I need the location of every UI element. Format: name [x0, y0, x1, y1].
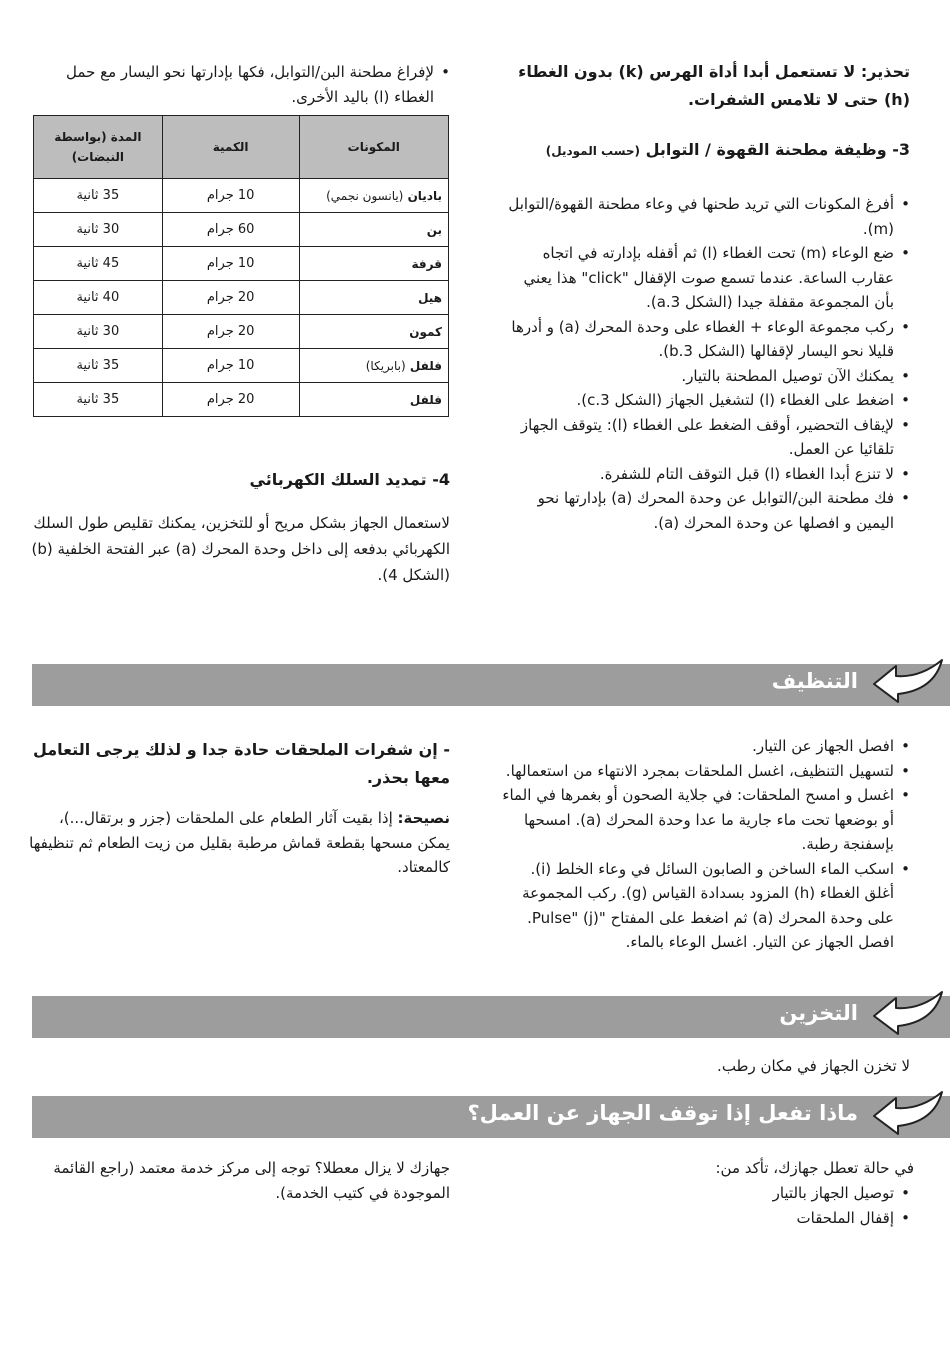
- cell-quantity: 10 جرام: [162, 247, 299, 281]
- ingredient-name: هيل: [418, 290, 442, 305]
- troubleshoot-banner-title: ماذا تفعل إذا توقف الجهاز عن العمل؟: [467, 1101, 858, 1125]
- cell-ingredient: [299, 383, 448, 417]
- cell-quantity: 20 جرام: [162, 315, 299, 349]
- ingredient-sub: (بابريكا): [365, 358, 406, 373]
- ingredients-table-wrap: [33, 115, 449, 417]
- section4-title: 4- تمديد السلك الكهربائي: [249, 470, 450, 489]
- cell-ingredient: [299, 179, 448, 213]
- list-item: • اضغط على الغطاء (l) لتشغيل الجهاز (الشكل 3.c).: [500, 388, 910, 413]
- cell-ingredient: [299, 281, 448, 315]
- cell-quantity: 20 جرام: [162, 281, 299, 315]
- list-item: • افصل الجهاز عن التيار.: [500, 734, 910, 759]
- list-item: • توصيل الجهاز بالتيار: [500, 1181, 910, 1206]
- cell-ingredient: [299, 213, 448, 247]
- section3-title: 3- وظيفة مطحنة القهوة / التوابل: [645, 140, 910, 159]
- ingredient-name: بن: [426, 222, 442, 237]
- list-item: • يمكنك الآن توصيل المطحنة بالتيار.: [500, 364, 910, 389]
- list-item: • إقفال الملحقات: [500, 1206, 910, 1231]
- table-row: [34, 315, 449, 349]
- table-row: [34, 383, 449, 417]
- cell-duration: 40 ثانية: [34, 281, 163, 315]
- list-item: • لا تنزع أبدا الغطاء (l) قبل التوقف التام للشفرة.: [500, 462, 910, 487]
- ingredient-name: قرفة: [411, 256, 442, 271]
- warning-text: لا تستعمل أبدا أداة الهرس (k) بدون الغطاء (h) حتى لا تلامس الشفرات.: [518, 62, 910, 109]
- ingredient-name: كمون: [409, 324, 442, 339]
- list-item: • اغسل و امسح الملحقات: في جلاية الصحون أو بغمرها في الماء أو بوضعها تحت ماء جارية ما عدا وحدة المحرك (a). امسحها بإسفنجة رطبة.: [500, 783, 910, 857]
- curved-arrow-icon: [868, 988, 948, 1038]
- ingredient-name: فلفل: [409, 358, 442, 373]
- ingredient-name: فلفل: [409, 392, 442, 407]
- cell-quantity: 10 جرام: [162, 179, 299, 213]
- cleaning-list: [500, 734, 910, 955]
- list-item: • أفرغ المكونات التي تريد طحنها في وعاء مطحنة القهوة/التوابل (m).: [500, 192, 910, 241]
- list-item: • لإفراغ مطحنة البن/التوابل، فكها بإدارتها نحو اليسار مع حمل الغطاء (l) باليد الأخرى.: [25, 60, 450, 109]
- cell-quantity: 60 جرام: [162, 213, 299, 247]
- header-duration: المدة (بواسطة النبضات): [34, 116, 163, 179]
- tip-text: إذا بقيت آثار الطعام على الملحقات (جزر و برتقال...)، يمكن مسحها بقطعة قماش مرطبة بقليل من زيت الطعام ثم تنظيفها كالمعتاد.: [29, 809, 450, 876]
- cell-quantity: 20 جرام: [162, 383, 299, 417]
- cell-duration: 35 ثانية: [34, 349, 163, 383]
- section3-list: [500, 192, 910, 535]
- cell-duration: 45 ثانية: [34, 247, 163, 281]
- table-row: [34, 349, 449, 383]
- list-item: • لإيقاف التحضير، أوقف الضغط على الغطاء (l): يتوقف الجهاز تلقائيا عن العمل.: [500, 413, 910, 462]
- ingredient-sub: (يانسون نجمي): [326, 188, 404, 203]
- list-item: • فك مطحنة البن/التوابل عن وحدة المحرك (a) بإدارتها نحو اليمين و افصلها عن وحدة المحرك (a).: [500, 486, 910, 535]
- section3-heading: [500, 140, 910, 159]
- table-row: [34, 179, 449, 213]
- curved-arrow-icon: [868, 1088, 948, 1138]
- cell-duration: 30 ثانية: [34, 315, 163, 349]
- section3-note: (حسب الموديل): [545, 144, 641, 158]
- cleaning-tip: [25, 806, 450, 880]
- list-item: • اسكب الماء الساخن و الصابون السائل في وعاء الخلط (i). أغلق الغطاء (h) المزود بسدادة القياس (g). ركب المجموعة على وحدة المحرك (a) ثم اضغط على المفتاح "Pulse" (j). افصل الجهاز عن التيار. اغسل الوعاء بالماء.: [500, 857, 910, 955]
- cell-ingredient: [299, 349, 448, 383]
- section4-text: لاستعمال الجهاز بشكل مريح أو للتخزين، يمكنك تقليص طول السلك الكهربائي بدفعه إلى داخل وحدة المحرك (a) عبر الفتحة الخلفية (b) (الشكل 4).: [31, 514, 450, 584]
- table-row: [34, 281, 449, 315]
- warning-paragraph: [500, 58, 910, 114]
- troubleshoot-list: [500, 1181, 910, 1230]
- cell-quantity: 10 جرام: [162, 349, 299, 383]
- list-item: • ركب مجموعة الوعاء + الغطاء على وحدة المحرك (a) و أدرها قليلا نحو اليسار لإقفالها (الشكل 3.b).: [500, 315, 910, 364]
- cleaning-banner-title: التنظيف: [771, 669, 858, 693]
- troubleshoot-banner: [32, 1096, 950, 1138]
- ingredients-table: [33, 115, 449, 417]
- table-row: [34, 213, 449, 247]
- cell-duration: 35 ثانية: [34, 383, 163, 417]
- cell-duration: 35 ثانية: [34, 179, 163, 213]
- table-header-row: [34, 116, 449, 179]
- troubleshoot-intro: في حالة تعطل جهازك، تأكد من:: [715, 1159, 914, 1177]
- cell-ingredient: [299, 315, 448, 349]
- list-item: • لتسهيل التنظيف، اغسل الملحقات بمجرد الانتهاء من استعمالها.: [500, 759, 910, 784]
- ingredient-name: باديان: [407, 188, 442, 203]
- cleaning-banner: [32, 664, 950, 706]
- list-item: • ضع الوعاء (m) تحت الغطاء (l) ثم أقفله بإدارته في اتجاه عقارب الساعة. عندما تسمع صوت الإقفال "click" هذا يعني بأن المجموعة مقفلة جيدا (الشكل 3.a).: [500, 241, 910, 315]
- warning-label: تحذير:: [860, 62, 910, 81]
- blades-warning: - إن شفرات الملحقات حادة جدا و لذلك يرجى التعامل معها بحذر.: [32, 740, 450, 787]
- cell-duration: 30 ثانية: [34, 213, 163, 247]
- header-ingredients: المكونات: [299, 116, 448, 179]
- storage-banner: [32, 996, 950, 1038]
- troubleshoot-left-text: جهازك لا يزال معطلا؟ توجه إلى مركز خدمة معتمد (راجع القائمة الموجودة في كتيب الخدمة).: [53, 1159, 450, 1202]
- storage-banner-title: التخزين: [779, 1001, 858, 1025]
- cell-ingredient: [299, 247, 448, 281]
- table-row: [34, 247, 449, 281]
- curved-arrow-icon: [868, 656, 948, 706]
- left-top-list: [25, 60, 450, 109]
- storage-text: لا تخزن الجهاز في مكان رطب.: [717, 1057, 910, 1075]
- tip-label: نصيحة:: [397, 809, 450, 827]
- header-quantity: الكمية: [162, 116, 299, 179]
